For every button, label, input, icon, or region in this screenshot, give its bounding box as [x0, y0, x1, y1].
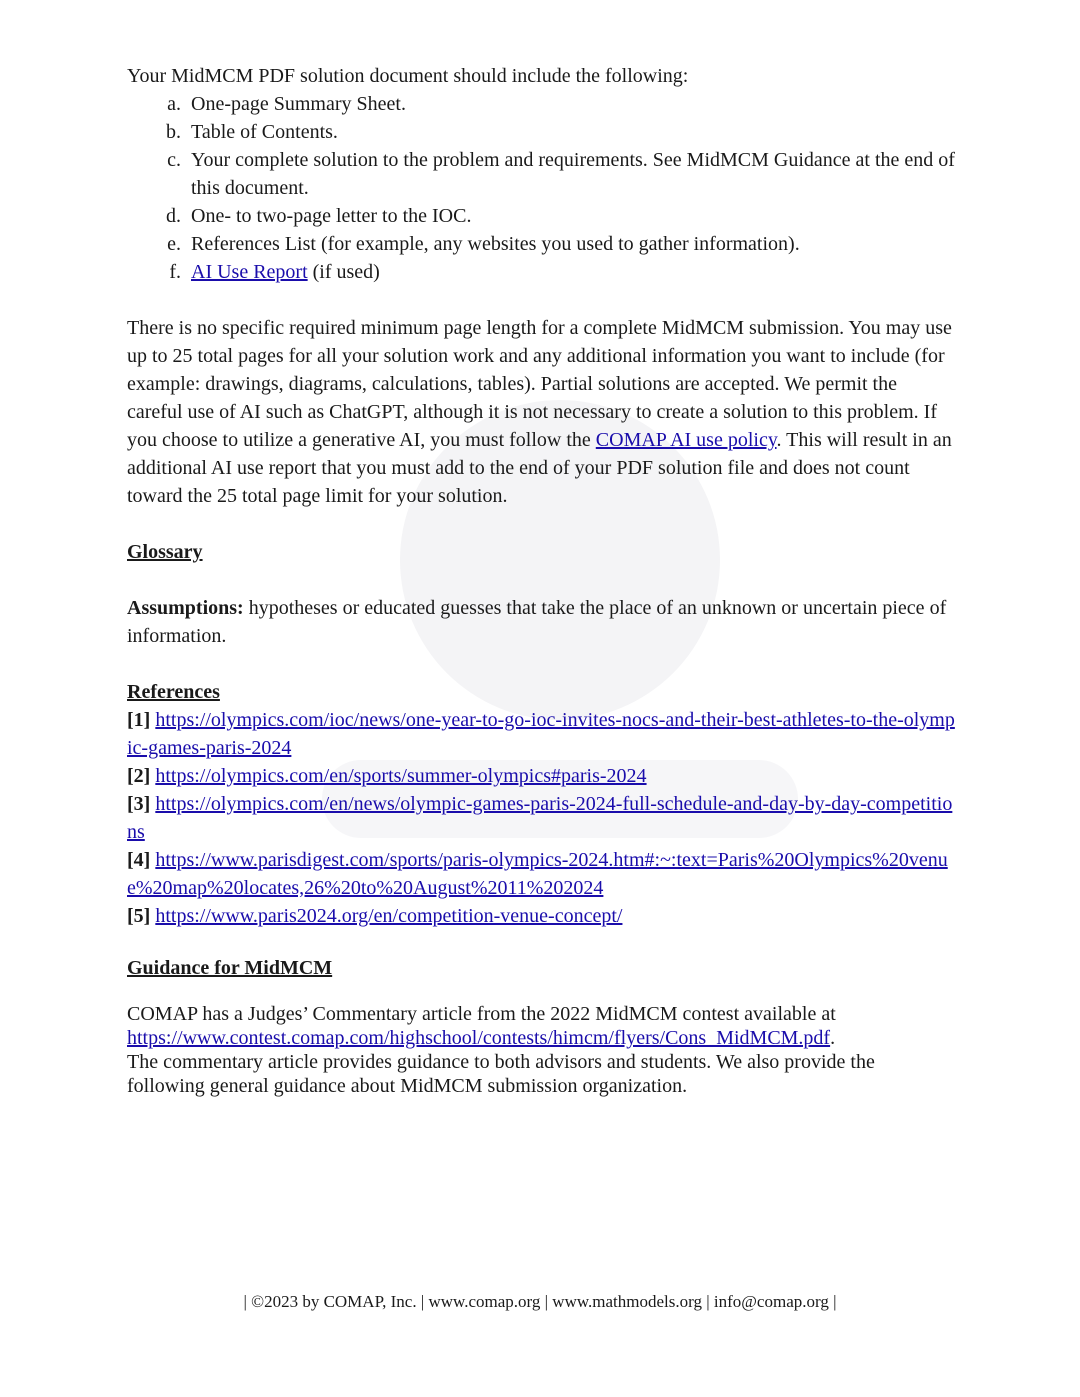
- reference-number: [4]: [127, 849, 151, 871]
- list-text: One- to two-page letter to the IOC.: [191, 205, 472, 227]
- list-text: One-page Summary Sheet.: [191, 93, 406, 115]
- list-text: References List (for example, any websites you used to gather information).: [191, 233, 800, 255]
- list-letter: c.: [167, 149, 181, 171]
- guidance-line2: The commentary article provides guidance to both advisors and students. We also provide the following general guidance about MidMCM submission organization.: [127, 1051, 875, 1097]
- guidance-line1: COMAP has a Judges’ Commentary article from the 2022 MidMCM contest available at: [127, 1003, 836, 1025]
- list-text: Your complete solution to the problem and requirements. See MidMCM Guidance at the end of this document.: [191, 149, 955, 199]
- reference-number: [5]: [127, 905, 151, 927]
- list-letter: d.: [166, 205, 181, 227]
- list-item: [127, 230, 957, 258]
- reference-item: [127, 790, 957, 846]
- commentary-link[interactable]: https://www.contest.comap.com/highschool/contests/himcm/flyers/Cons_MidMCM.pdf: [127, 1027, 831, 1049]
- guidance-url-suffix: .: [830, 1027, 836, 1049]
- glossary-entry: [127, 594, 957, 650]
- reference-link[interactable]: https://www.parisdigest.com/sports/paris-olympics-2024.htm#:~:text=Paris%20Olympics%20venue%20map%20locates,26%20to%20August%2011%202024: [127, 849, 948, 899]
- references-heading: References: [127, 681, 220, 703]
- page-length-paragraph: [127, 314, 957, 510]
- reference-item: [127, 762, 957, 790]
- list-text: Table of Contents.: [191, 121, 338, 143]
- guidance-heading: Guidance for MidMCM: [127, 957, 333, 979]
- requirements-list: [127, 90, 957, 286]
- paragraph-text-end: . This will result in an additional AI use report that you must add to the end of your PDF solution file and does not count toward the 25 total page limit for your solution.: [127, 429, 952, 507]
- reference-item: [127, 706, 957, 762]
- intro-text: Your MidMCM PDF solution document should include the following:: [127, 65, 689, 87]
- list-letter: f.: [169, 261, 181, 283]
- reference-item: [127, 902, 957, 930]
- list-item: [127, 118, 957, 146]
- glossary-definition: hypotheses or educated guesses that take the place of an unknown or uncertain piece of information.: [127, 597, 947, 647]
- list-text-suffix: (if used): [307, 261, 380, 283]
- page-footer: | ©2023 by COMAP, Inc. | www.comap.org | www.mathmodels.org | info@comap.org |: [243, 1292, 837, 1311]
- list-item: [127, 202, 957, 230]
- comap-ai-policy-link[interactable]: COMAP AI use policy: [595, 429, 777, 451]
- reference-number: [1]: [127, 709, 151, 731]
- guidance-paragraph: [127, 1002, 957, 1098]
- reference-link[interactable]: https://www.paris2024.org/en/competition-venue-concept/: [155, 905, 623, 927]
- list-letter: b.: [166, 121, 181, 143]
- reference-number: [3]: [127, 793, 151, 815]
- reference-number: [2]: [127, 765, 151, 787]
- glossary-term: Assumptions:: [127, 597, 244, 619]
- list-letter: e.: [167, 233, 181, 255]
- glossary-heading: Glossary: [127, 541, 203, 563]
- reference-link[interactable]: https://olympics.com/ioc/news/one-year-to-go-ioc-invites-nocs-and-their-best-athletes-to-the-olympic-games-paris-2024: [127, 709, 955, 759]
- list-item: [127, 90, 957, 118]
- reference-link[interactable]: https://olympics.com/en/news/olympic-games-paris-2024-full-schedule-and-day-by-day-competitions: [127, 793, 953, 843]
- list-text: [191, 258, 957, 286]
- ai-use-report-link[interactable]: AI Use Report: [191, 261, 308, 283]
- reference-link[interactable]: https://olympics.com/en/sports/summer-olympics#paris-2024: [155, 765, 647, 787]
- paragraph-text: There is no specific required minimum page length for a complete MidMCM submission. You may use up to 25 total pages for all your solution work and any additional information you want to include (for example: drawings, diagrams, calculations, tables). Partial solutions are accepted. We permit the careful use of AI such as ChatGPT, although it is not necessary to create a solution to this problem. If you choose to utilize a generative AI, you must follow the: [127, 317, 952, 451]
- reference-item: [127, 846, 957, 902]
- document-page: [127, 62, 957, 1098]
- list-item: [127, 258, 957, 286]
- list-letter: a.: [167, 93, 181, 115]
- list-item: [127, 146, 957, 202]
